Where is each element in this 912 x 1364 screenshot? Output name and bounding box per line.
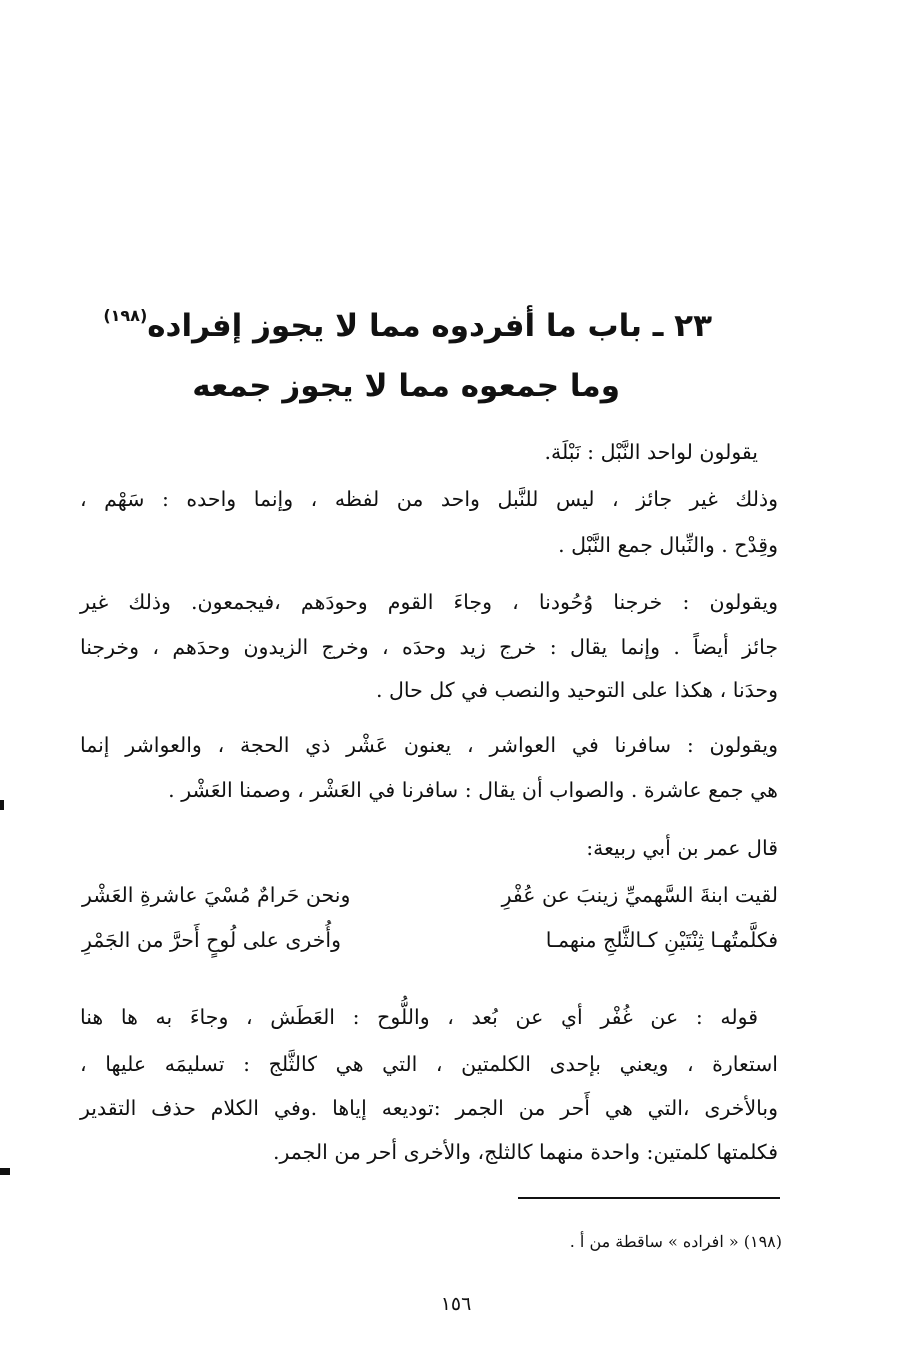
chapter-title-text: ٢٣ ـ باب ما أفردوه مما لا يجوز إفراده [147, 308, 712, 344]
commentary-line-4: فكلمتها كلمتين: واحدة منهما كالثلج، والأخرى أحر من الجمر. [272, 1140, 778, 1164]
page-number: ١٥٦ [440, 1293, 472, 1315]
paragraph-4-line-1: ويقولون : سافرنا في العواشر ، يعنون عَشْر ذي الحجة ، والعواشر إنما [80, 733, 778, 757]
chapter-title-line-1 [103, 306, 712, 344]
paragraph-4-line-2: هي جمع عاشرة . والصواب أن يقال : سافرنا في العَشْر ، وصمنا العَشْر . [168, 778, 778, 802]
paragraph-3-line-3: وحدَنا ، هكذا على التوحيد والنصب في كل حال . [375, 678, 778, 702]
footnote-divider [518, 1197, 780, 1199]
chapter-title-line-2: وما جمعوه مما لا يجوز جمعه [192, 368, 620, 404]
verse-2-second-hemistich: وأُخرى على لُوحٍ أَحرَّ من الجَمْرِ [82, 928, 341, 952]
scan-edge-mark [0, 800, 4, 810]
paragraph-1: يقولون لواحد النَّبْل : نَبْلَة. [544, 440, 758, 464]
scan-edge-mark [0, 1168, 10, 1175]
paragraph-5: قال عمر بن أبي ربيعة: [586, 836, 778, 860]
paragraph-2-line-1: وذلك غير جائز ، ليس للنَّبل واحد من لفظه ، وإنما واحده : سَهْم ، [80, 487, 778, 511]
footnote-reference[interactable]: (١٩٨) [103, 306, 148, 325]
paragraph-2-line-2: وقِدْح . والنِّبال جمع النَّبْل . [558, 533, 778, 557]
verse-2-first-hemistich: فكلَّمتُهـا ثِنْتَيْنِ كـالثَّلجِ منهمـا [545, 928, 778, 952]
paragraph-3-line-1: ويقولون : خرجنا وُحُودنا ، وجاءَ القوم وحودَهم ،فيجمعون. وذلك غير [80, 590, 778, 614]
verse-1-second-hemistich: ونحن حَرامٌ مُسْيَ عاشرةِ العَشْر [82, 883, 351, 907]
commentary-line-2: استعارة ، ويعني بإحدى الكلمتين ، التي هي كالثَّلج : تسليمَه عليها ، [80, 1052, 778, 1076]
footnote-198: (١٩٨) « افراده » ساقطة من أ . [569, 1232, 782, 1251]
paragraph-3-line-2: جائز أيضاً . وإنما يقال : خرج زيد وحدَه ، وخرج الزيدون وحدَهم ، وخرجنا [80, 635, 778, 659]
verse-1-first-hemistich: لقيت ابنةَ السَّهميِّ زينبَ عن عُفْرِ [501, 883, 778, 907]
commentary-line-3: وبالأخرى ،التي هي أَحر من الجمر :توديعه إياها .وفي الكلام حذف التقدير [80, 1096, 778, 1120]
commentary-line-1: قوله : عن غُفْر أي عن بُعد ، واللُّوح : العَطَش ، وجاءَ به ها هنا [80, 1005, 758, 1029]
